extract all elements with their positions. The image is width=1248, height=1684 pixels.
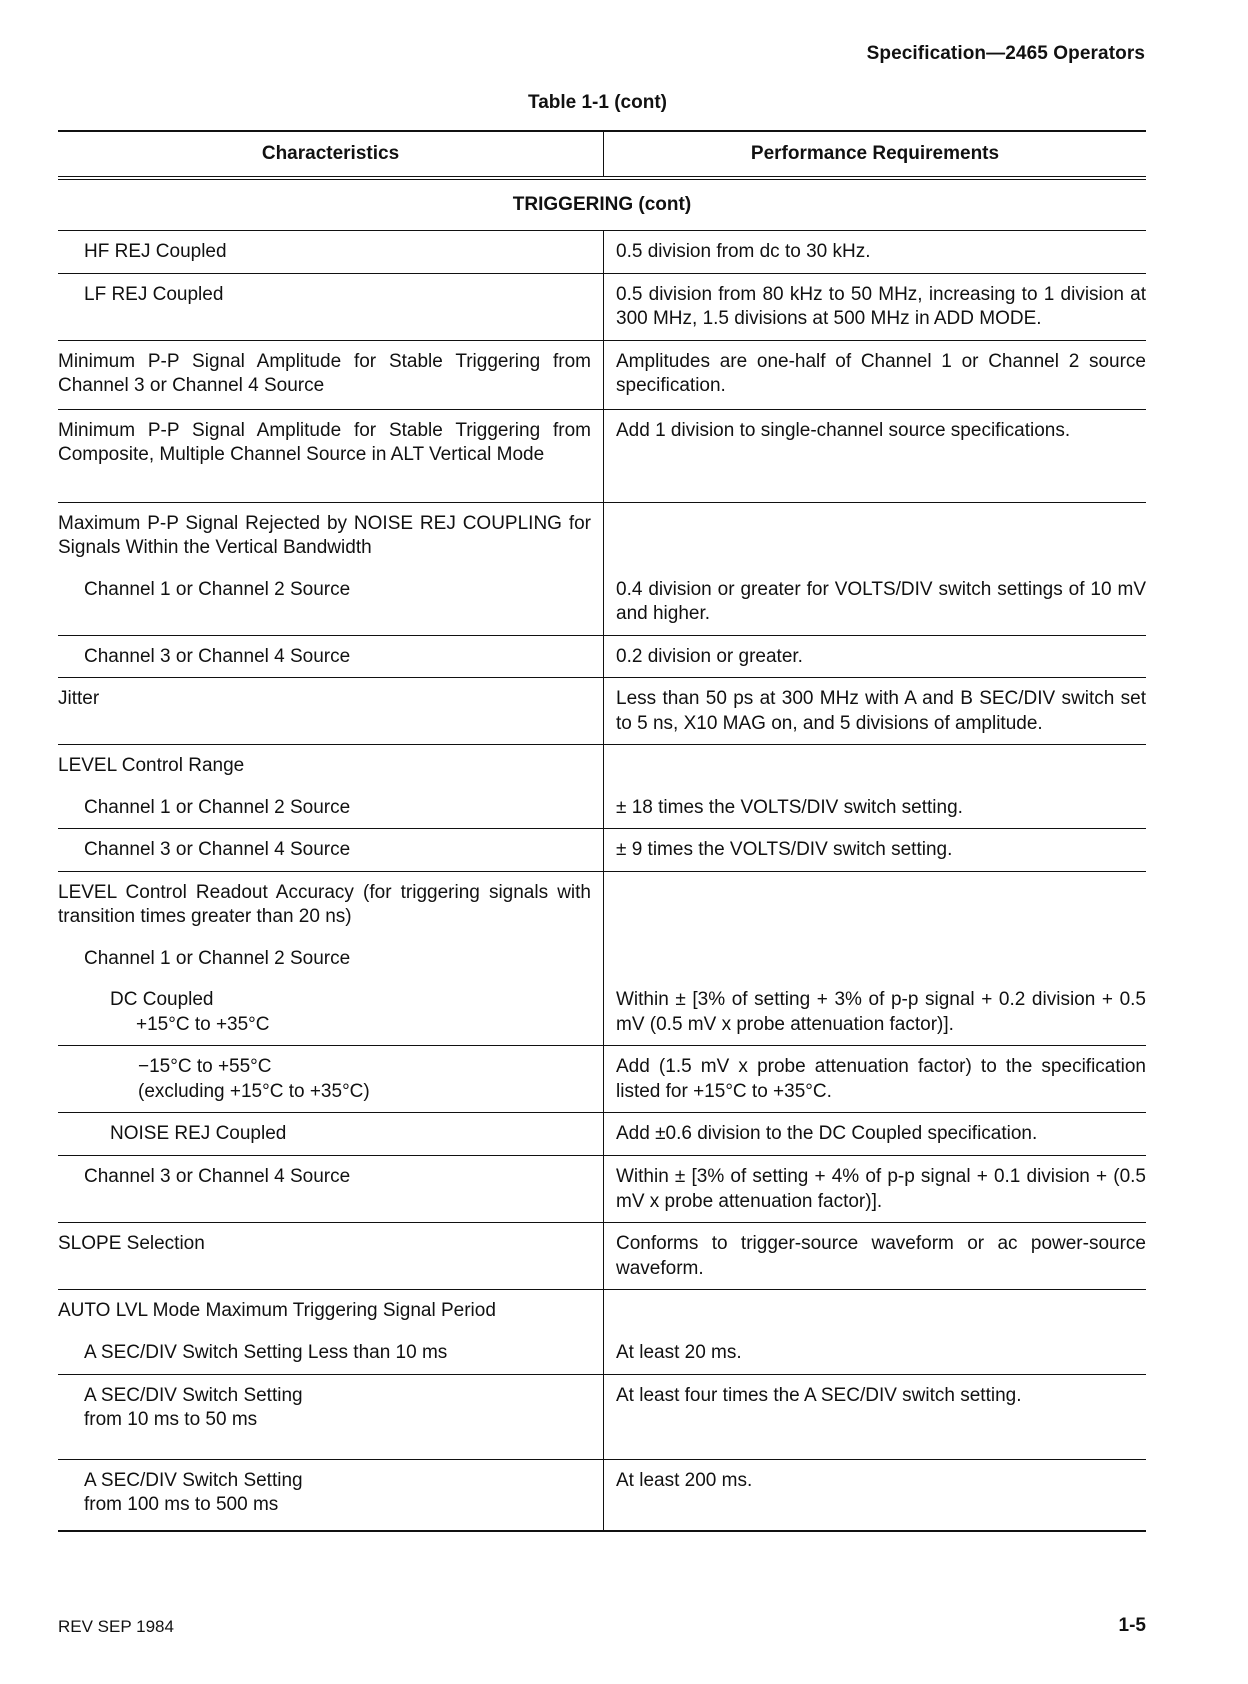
characteristic-cell: Minimum P-P Signal Amplitude for Stable Triggering from Composite, Multiple Channel Source in ALT Vertical Mode: [58, 409, 604, 502]
table-title: Table 1-1 (cont): [528, 92, 667, 113]
column-header-performance: Performance Requirements: [604, 131, 1147, 178]
characteristic-line: A SEC/DIV Switch Setting: [84, 1469, 303, 1491]
characteristic-cell: Maximum P-P Signal Rejected by NOISE REJ COUPLING for Signals Within the Vertical Bandwidth: [58, 502, 604, 569]
requirement-cell: At least 20 ms.: [604, 1332, 1147, 1375]
requirement-cell: Within ± [3% of setting + 4% of p-p signal + 0.1 division + (0.5 mV x probe attenuation factor)].: [604, 1156, 1147, 1223]
requirement-cell: Add ±0.6 division to the DC Coupled specification.: [604, 1113, 1147, 1156]
requirement-cell: Amplitudes are one-half of Channel 1 or Channel 2 source specification.: [604, 340, 1147, 409]
table-row: [58, 340, 1146, 409]
requirement-cell: Add 1 division to single-channel source specifications.: [604, 409, 1147, 502]
table-row: [58, 829, 1146, 872]
section-row: [58, 178, 1146, 231]
characteristic-cell: Channel 1 or Channel 2 Source: [58, 569, 604, 636]
table-row: [58, 273, 1146, 340]
requirement-cell: 0.4 division or greater for VOLTS/DIV switch settings of 10 mV and higher.: [604, 569, 1147, 636]
characteristic-cell: LEVEL Control Readout Accuracy (for triggering signals with transition times greater than 20 ns): [58, 871, 604, 938]
characteristic-cell: Channel 1 or Channel 2 Source: [58, 938, 604, 980]
table-row: [58, 938, 1146, 980]
characteristic-cell: NOISE REJ Coupled: [58, 1113, 604, 1156]
table-row: [58, 1223, 1146, 1290]
characteristic-line: DC Coupled: [110, 989, 214, 1010]
requirement-cell: ± 9 times the VOLTS/DIV switch setting.: [604, 829, 1147, 872]
requirement-cell: At least four times the A SEC/DIV switch setting.: [604, 1374, 1147, 1459]
requirement-cell: [604, 1290, 1147, 1332]
table-row: [58, 635, 1146, 678]
characteristic-line: −15°C to +55°C: [138, 1056, 272, 1077]
table-row: [58, 502, 1146, 569]
requirement-cell: [604, 938, 1147, 980]
requirement-cell: Within ± [3% of setting + 3% of p-p signal + 0.2 division + 0.5 mV (0.5 mV x probe attenuation factor)].: [604, 979, 1147, 1046]
table-header-row: [58, 131, 1146, 178]
spec-table: [58, 130, 1146, 1532]
characteristic-cell: HF REJ Coupled: [58, 231, 604, 274]
revision-date: REV SEP 1984: [58, 1617, 174, 1636]
characteristic-line: A SEC/DIV Switch Setting: [84, 1384, 303, 1406]
table-row: [58, 871, 1146, 938]
characteristic-cell: Channel 3 or Channel 4 Source: [58, 1156, 604, 1223]
characteristic-subline: (excluding +15°C to +35°C): [138, 1080, 370, 1102]
requirement-cell: [604, 871, 1147, 938]
characteristic-cell: [58, 1459, 604, 1531]
requirement-cell: [604, 745, 1147, 787]
requirement-cell: Conforms to trigger-source waveform or ac power-source waveform.: [604, 1223, 1147, 1290]
characteristic-cell: AUTO LVL Mode Maximum Triggering Signal Period: [58, 1290, 604, 1332]
requirement-cell: ± 18 times the VOLTS/DIV switch setting.: [604, 787, 1147, 829]
table-row: [58, 231, 1146, 274]
column-header-characteristics: Characteristics: [58, 131, 604, 178]
characteristic-cell: Channel 1 or Channel 2 Source: [58, 787, 604, 829]
table-row: [58, 678, 1146, 745]
requirement-cell: 0.5 division from dc to 30 kHz.: [604, 231, 1147, 274]
table-row: [58, 1290, 1146, 1332]
table-row: [58, 409, 1146, 502]
characteristic-subline: from 100 ms to 500 ms: [84, 1494, 279, 1515]
table-row: [58, 1459, 1146, 1531]
characteristic-cell: LF REJ Coupled: [58, 273, 604, 340]
characteristic-cell: Jitter: [58, 678, 604, 745]
requirement-cell: 0.2 division or greater.: [604, 635, 1147, 678]
table-row: [58, 1156, 1146, 1223]
characteristic-cell: Minimum P-P Signal Amplitude for Stable Triggering from Channel 3 or Channel 4 Source: [58, 340, 604, 409]
characteristic-subline: from 10 ms to 50 ms: [84, 1409, 258, 1430]
running-header: Specification—2465 Operators: [866, 43, 1145, 64]
requirement-cell: Less than 50 ps at 300 MHz with A and B SEC/DIV switch set to 5 ns, X10 MAG on, and 5 divisions of amplitude.: [604, 678, 1147, 745]
characteristic-cell: [58, 1046, 604, 1113]
requirement-cell: [604, 502, 1147, 569]
table-row: [58, 787, 1146, 829]
requirement-cell: 0.5 division from 80 kHz to 50 MHz, increasing to 1 division at 300 MHz, 1.5 divisions at 500 MHz in ADD MODE.: [604, 273, 1147, 340]
characteristic-subline: +15°C to +35°C: [136, 1013, 270, 1035]
table-row: [58, 1046, 1146, 1113]
requirement-cell: Add (1.5 mV x probe attenuation factor) to the specification listed for +15°C to +35°C.: [604, 1046, 1147, 1113]
characteristic-cell: [58, 979, 604, 1046]
characteristic-cell: [58, 1374, 604, 1459]
characteristic-cell: Channel 3 or Channel 4 Source: [58, 635, 604, 678]
characteristic-cell: LEVEL Control Range: [58, 745, 604, 787]
characteristic-cell: Channel 3 or Channel 4 Source: [58, 829, 604, 872]
table-row: [58, 1113, 1146, 1156]
table-row: [58, 569, 1146, 636]
page-number: 1-5: [1118, 1615, 1146, 1636]
table-row: [58, 1332, 1146, 1375]
characteristic-cell: SLOPE Selection: [58, 1223, 604, 1290]
table-row: [58, 979, 1146, 1046]
table-row: [58, 1374, 1146, 1459]
table-row: [58, 745, 1146, 787]
section-title: TRIGGERING (cont): [58, 178, 1146, 231]
requirement-cell: At least 200 ms.: [604, 1459, 1147, 1531]
characteristic-cell: A SEC/DIV Switch Setting Less than 10 ms: [58, 1332, 604, 1375]
